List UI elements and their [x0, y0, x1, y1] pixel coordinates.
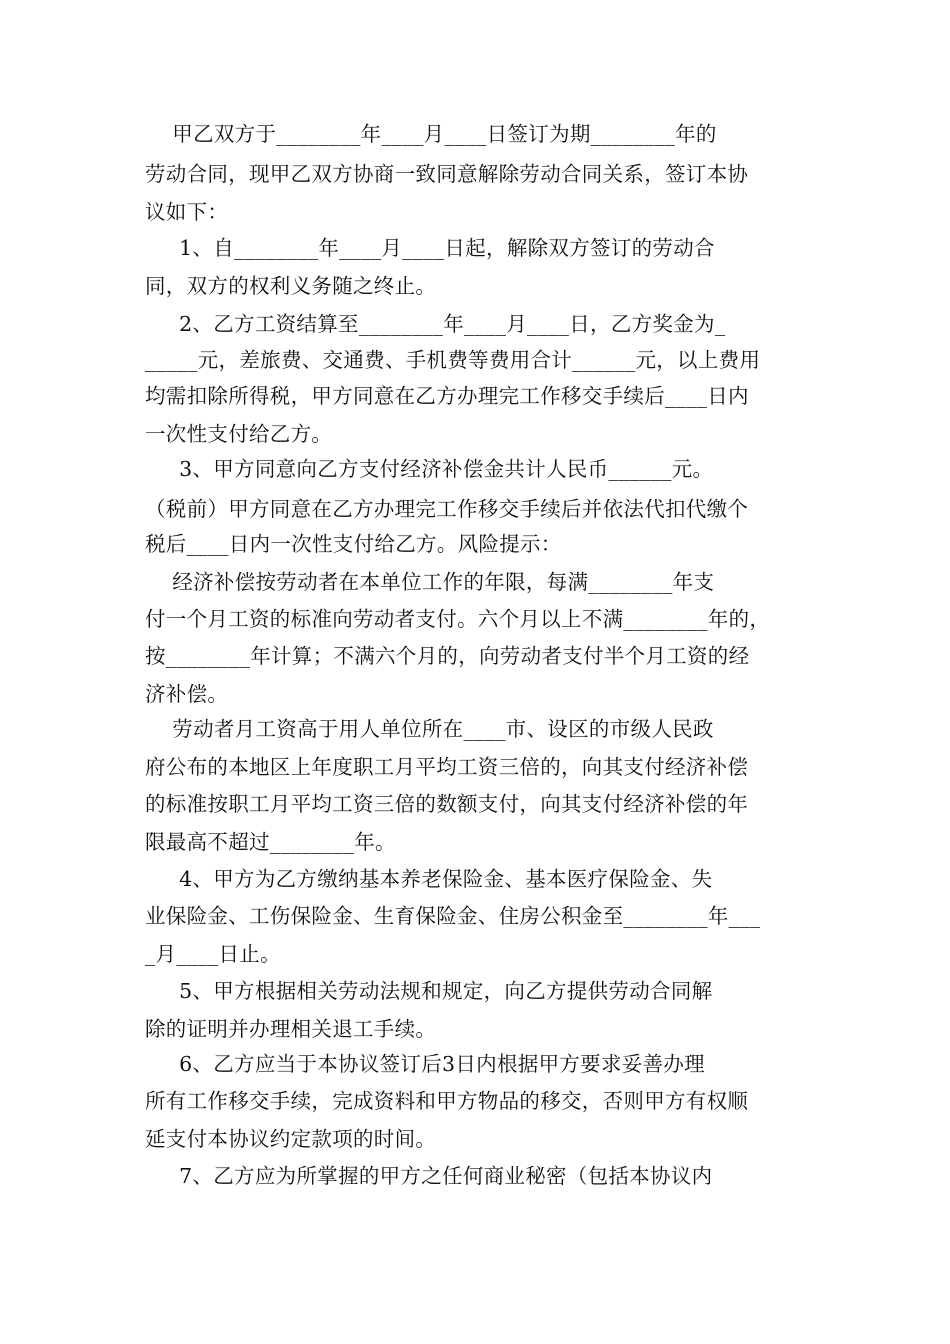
text-line: _月____日止。 [145, 942, 281, 966]
text-line: 税后____日内一次性支付给乙方。风险提示： [145, 532, 562, 556]
text-line: 议如下： [145, 200, 229, 224]
text-line: _____元，差旅费、交通费、手机费等费用合计______元，以上费用 [145, 348, 761, 372]
text-line: 2、乙方工资结算至________年____月____日，乙方奖金为_ [145, 312, 726, 336]
text-line: 所有工作移交手续，完成资料和甲方物品的移交，否则甲方有权顺 [145, 1089, 749, 1113]
text-line: 的标准按职工月平均工资三倍的数额支付，向其支付经济补偿的年 [145, 792, 749, 816]
text-line: 6、乙方应当于本协议签订后3日内根据甲方要求妥善办理 [145, 1052, 705, 1076]
text-line: 一次性支付给乙方。 [145, 422, 333, 446]
text-line: 5、甲方根据相关劳动法规和规定，向乙方提供劳动合同解 [145, 979, 713, 1003]
text-line: 同，双方的权利义务随之终止。 [145, 274, 437, 298]
text-line: 延支付本协议约定款项的时间。 [145, 1127, 437, 1151]
text-line: （税前）甲方同意在乙方办理完工作移交手续后并依法代扣代缴个 [145, 497, 749, 521]
text-line: 3、甲方同意向乙方支付经济补偿金共计人民币______元。 [145, 457, 714, 481]
text-line: 1、自________年____月____日起，解除双方签订的劳动合 [145, 236, 715, 260]
text-line: 甲乙双方于________年____月____日签订为期________年的 [145, 122, 717, 146]
text-line: 经济补偿按劳动者在本单位工作的年限，每满________年支 [145, 570, 715, 594]
text-line: 济补偿。 [145, 682, 229, 706]
text-line: 劳动者月工资高于用人单位所在____市、设区的市级人民政 [145, 717, 714, 741]
text-line: 劳动合同，现甲乙双方协商一致同意解除劳动合同关系，签订本协 [145, 162, 749, 186]
text-line: 7、乙方应为所掌握的甲方之任何商业秘密（包括本协议内 [145, 1164, 713, 1188]
text-line: 付一个月工资的标准向劳动者支付。六个月以上不满________年的， [145, 607, 771, 631]
text-line: 业保险金、工伤保险金、生育保险金、住房公积金至________年___ [145, 904, 761, 928]
text-line: 除的证明并办理相关退工手续。 [145, 1017, 437, 1041]
text-line: 均需扣除所得税，甲方同意在乙方办理完工作移交手续后____日内 [145, 384, 749, 408]
text-line: 4、甲方为乙方缴纳基本养老保险金、基本医疗保险金、失 [145, 867, 713, 891]
text-line: 府公布的本地区上年度职工月平均工资三倍的，向其支付经济补偿 [145, 755, 749, 779]
text-line: 按________年计算；不满六个月的，向劳动者支付半个月工资的经 [145, 644, 750, 668]
text-line: 限最高不超过________年。 [145, 830, 396, 854]
